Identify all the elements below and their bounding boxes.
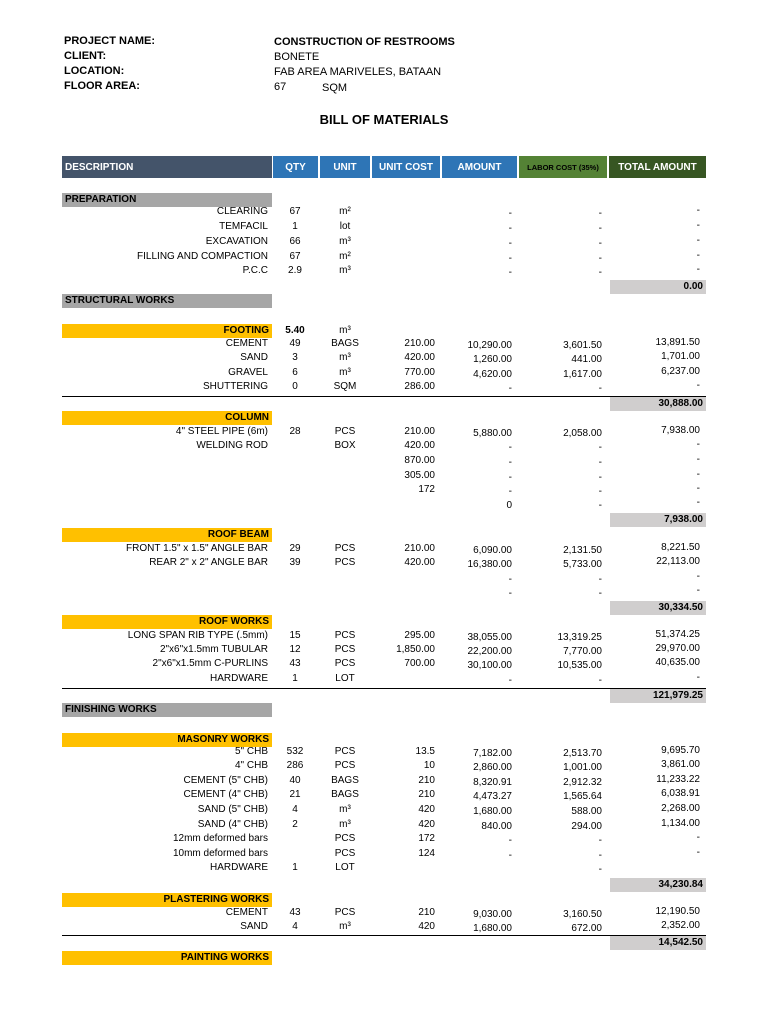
cell-unit-cost: 13.5 [415,746,435,757]
cell-unit-cost: 870.00 [404,455,435,466]
cell-labor-cost: - [598,850,602,861]
cell-total-amount: 7,938.00 [661,425,700,436]
cell-labor-cost: 10,535.00 [557,660,602,671]
cell-unit: PCS [334,746,356,757]
cell-qty: 286 [286,760,304,771]
cell-labor-cost: - [598,457,602,468]
cell-total-amount: - [696,469,700,480]
cell-labor-cost: - [598,208,602,219]
group-roof-works: ROOF WORKS [62,615,272,629]
cell-unit-cost: 286.00 [404,381,435,392]
cell-labor-cost: - [598,835,602,846]
cell-total-amount: - [696,672,700,683]
location-label: LOCATION: [64,65,125,77]
cell-labor-cost: - [598,223,602,234]
cell-amount: 5,880.00 [473,428,512,439]
cell-total-amount: 11,233.22 [656,774,700,785]
cell-amount: 0 [506,500,512,511]
cell-total-amount: - [696,483,700,494]
cell-total-amount: - [696,235,700,246]
cell-unit-cost: 210 [418,775,435,786]
cell-amount: 6,090.00 [473,545,512,556]
cell-unit-cost: 172 [418,484,435,495]
cell-labor-cost: 7,770.00 [563,646,602,657]
cell-description: GRAVEL [228,367,268,378]
cell-labor-cost: 1,617.00 [563,369,602,380]
document-title: BILL OF MATERIALS [319,112,449,127]
cell-qty: 2.9 [288,265,302,276]
client-value: BONETE [274,51,320,63]
cell-qty: 49 [289,338,301,349]
cell-qty: 0 [292,381,298,392]
cell-qty: 15 [289,630,301,641]
cell-qty: 1 [292,673,298,684]
cell-description: WELDING ROD [196,440,268,451]
cell-total-amount: 29,970.00 [655,643,700,654]
cell-labor-cost: 3,160.50 [563,909,602,920]
cell-labor-cost: 2,912.32 [563,777,602,788]
column-header-unit-cost: UNIT COST [372,156,440,178]
column-header-description: DESCRIPTION [62,156,272,178]
cell-qty: 67 [289,206,301,217]
cell-qty: 39 [289,557,301,568]
cell-description: CEMENT [225,907,268,918]
floor-area-unit: SQM [322,82,348,94]
cell-total-amount: 1,134.00 [661,818,700,829]
cell-labor-cost: - [598,588,602,599]
cell-description: SAND [240,921,268,932]
cell-unit: m³ [339,921,351,932]
cell-description: 4" STEEL PIPE (6m) [175,426,268,437]
cell-description: 10mm deformed bars [172,848,268,859]
cell-labor-cost: - [598,472,602,483]
cell-unit-cost: 210.00 [404,338,435,349]
cell-total-amount: 2,352.00 [661,920,700,931]
cell-amount: 840.00 [481,821,512,832]
column-header-qty: QTY [273,156,318,178]
footing-qty: 5.40 [285,325,305,336]
cell-description: CEMENT (4" CHB) [183,789,268,800]
cell-labor-cost: - [598,675,602,686]
subtotal-column: 7,938.00 [610,513,706,527]
column-header-amount: AMOUNT [442,156,517,178]
cell-qty: 4 [292,804,298,815]
cell-unit: BAGS [331,338,359,349]
cell-description: FRONT 1.5" x 1.5" ANGLE BAR [126,543,268,554]
cell-amount: 8,320.91 [473,777,512,788]
footing-unit: m³ [339,325,351,336]
cell-unit: m³ [339,819,351,830]
cell-total-amount: 13,891.50 [655,337,700,348]
floor-area-label: FLOOR AREA: [64,80,140,92]
cell-amount: 7,182.00 [473,748,512,759]
cell-labor-cost: 5,733.00 [563,559,602,570]
cell-amount: 38,055.00 [467,632,512,643]
cell-qty: 21 [289,789,301,800]
cell-labor-cost: 2,131.50 [563,545,602,556]
group-roof-beam: ROOF BEAM [62,528,272,542]
cell-labor-cost: 13,319.25 [557,632,602,643]
cell-description: 12mm deformed bars [172,833,268,844]
cell-amount: 1,680.00 [473,923,512,934]
cell-unit: PCS [334,644,356,655]
cell-description: EXCAVATION [205,236,268,247]
cell-total-amount: - [696,847,700,858]
cell-qty: 6 [292,367,298,378]
cell-amount: 10,290.00 [467,340,512,351]
cell-total-amount: - [696,250,700,261]
cell-total-amount: - [696,571,700,582]
floor-area-value: 67 [274,81,287,93]
cell-description: LONG SPAN RIB TYPE (.5mm) [127,630,268,641]
subtotal-footing: 30,888.00 [610,397,706,411]
cell-amount: 2,860.00 [473,762,512,773]
cell-unit: lot [339,221,351,232]
cell-description: SAND (4" CHB) [197,819,268,830]
cell-unit-cost: 210.00 [404,543,435,554]
cell-total-amount: - [696,380,700,391]
cell-unit: PCS [334,907,356,918]
cell-unit-cost: 420 [418,819,435,830]
cell-description: 5" CHB [234,746,268,757]
cell-qty: 2 [292,819,298,830]
cell-unit-cost: 10 [423,760,435,771]
cell-labor-cost: 2,058.00 [563,428,602,439]
cell-labor-cost: - [598,442,602,453]
cell-description: 2"x6"x1.5mm C-PURLINS [152,658,268,669]
cell-total-amount: - [696,220,700,231]
cell-qty: 12 [289,644,301,655]
cell-labor-cost: 672.00 [571,923,602,934]
cell-total-amount: 6,038.91 [661,788,700,799]
subtotal-roof-beam: 30,334.50 [610,601,706,615]
cell-unit: m³ [339,352,351,363]
cell-unit-cost: 210 [418,907,435,918]
group-column: COLUMN [62,411,272,425]
cell-unit: PCS [334,543,356,554]
cell-amount: - [508,383,512,394]
cell-labor-cost: - [598,500,602,511]
cell-description: SAND (5" CHB) [197,804,268,815]
cell-amount: 16,380.00 [467,559,512,570]
cell-labor-cost: 2,513.70 [563,748,602,759]
cell-description: SHUTTERING [203,381,268,392]
cell-amount: 4,620.00 [473,369,512,380]
cell-labor-cost: - [598,383,602,394]
client-label: CLIENT: [64,50,107,62]
project-name-value: CONSTRUCTION OF RESTROOMS [274,36,455,48]
subtotal-roof-works: 121,979.25 [610,689,706,703]
subtotal-preparation: 0.00 [610,280,706,294]
cell-description: SAND [240,352,268,363]
cell-unit-cost: 420 [418,804,435,815]
cell-amount: - [508,850,512,861]
cell-qty: 1 [292,862,298,873]
cell-description: HARDWARE [210,862,268,873]
cell-total-amount: 12,190.50 [655,906,700,917]
cell-total-amount: - [696,264,700,275]
cell-total-amount: - [696,585,700,596]
cell-amount: - [508,835,512,846]
cell-labor-cost: 1,565.64 [563,791,602,802]
column-header-total-amount: TOTAL AMOUNT [609,156,706,178]
cell-amount: - [508,457,512,468]
cell-qty: 43 [289,907,301,918]
cell-qty: 66 [289,236,301,247]
cell-unit: m³ [339,236,351,247]
cell-unit: BOX [334,440,356,451]
project-name-label: PROJECT NAME: [64,35,156,47]
cell-unit: LOT [335,673,355,684]
cell-amount: - [508,267,512,278]
cell-labor-cost: - [598,574,602,585]
cell-unit-cost: 420.00 [404,352,435,363]
cell-labor-cost: - [598,864,602,875]
cell-amount: 30,100.00 [467,660,512,671]
cell-total-amount: - [696,454,700,465]
cell-unit-cost: 295.00 [404,630,435,641]
cell-unit: m³ [339,265,351,276]
cell-qty: 4 [292,921,298,932]
cell-unit: PCS [334,557,356,568]
cell-description: CEMENT [225,338,268,349]
cell-total-amount: - [696,497,700,508]
cell-amount: 22,200.00 [467,646,512,657]
cell-unit-cost: 210 [418,789,435,800]
cell-total-amount: 3,861.00 [661,759,700,770]
cell-amount: 1,260.00 [473,354,512,365]
cell-amount: 4,473.27 [473,791,512,802]
cell-unit: PCS [334,833,356,844]
cell-unit: m³ [339,367,351,378]
cell-qty: 532 [286,746,304,757]
cell-unit: PCS [334,848,356,859]
group-masonry-works: MASONRY WORKS [62,733,272,747]
location-value: FAB AREA MARIVELES, BATAAN [274,66,442,78]
cell-qty: 67 [289,251,301,262]
cell-amount: - [508,223,512,234]
cell-labor-cost: 294.00 [571,821,602,832]
cell-description: FILLING AND COMPACTION [137,251,268,262]
cell-amount: - [508,208,512,219]
cell-description: CEMENT (5" CHB) [183,775,268,786]
cell-amount: - [508,675,512,686]
cell-labor-cost: 3,601.50 [563,340,602,351]
cell-qty: 3 [292,352,298,363]
section-preparation: PREPARATION [62,193,272,207]
cell-amount: - [508,253,512,264]
section-finishing-works: FINISHING WORKS [62,703,272,717]
cell-total-amount: - [696,439,700,450]
cell-labor-cost: - [598,253,602,264]
cell-description: TEMFACIL [219,221,268,232]
cell-description: REAR 2" x 2" ANGLE BAR [149,557,268,568]
section-structural-works: STRUCTURAL WORKS [62,294,272,308]
group-footing: FOOTING [62,324,272,338]
cell-labor-cost: 441.00 [571,354,602,365]
cell-unit: PCS [334,426,356,437]
cell-total-amount: - [696,832,700,843]
cell-total-amount: 1,701.00 [661,351,700,362]
cell-unit: BAGS [331,775,359,786]
cell-unit: m² [339,251,351,262]
cell-total-amount: 2,268.00 [661,803,700,814]
cell-amount: - [508,442,512,453]
cell-unit: BAGS [331,789,359,800]
cell-unit: SQM [333,381,357,392]
cell-qty: 1 [292,221,298,232]
cell-total-amount: 51,374.25 [655,629,700,640]
cell-description: 4" CHB [234,760,268,771]
cell-unit-cost: 420.00 [404,557,435,568]
cell-unit: PCS [334,658,356,669]
cell-unit-cost: 420 [418,921,435,932]
cell-qty: 29 [289,543,301,554]
cell-unit-cost: 305.00 [404,470,435,481]
cell-unit: PCS [334,630,356,641]
cell-description: HARDWARE [210,673,268,684]
cell-qty: 43 [289,658,301,669]
cell-total-amount: 8,221.50 [661,542,700,553]
cell-amount: - [508,238,512,249]
cell-unit-cost: 124 [418,848,435,859]
cell-total-amount: 22,113.00 [656,556,700,567]
subtotal-plastering-works: 14,542.50 [610,936,706,950]
cell-unit-cost: 210.00 [404,426,435,437]
cell-amount: - [508,486,512,497]
cell-description: CLEARING [216,206,268,217]
cell-unit: LOT [335,862,355,873]
cell-unit-cost: 420.00 [404,440,435,451]
column-header-unit: UNIT [320,156,370,178]
cell-unit-cost: 1,850.00 [396,644,435,655]
cell-unit-cost: 700.00 [404,658,435,669]
cell-total-amount: 40,635.00 [655,657,700,668]
column-header-labor-cost: LABOR COST (35%) [519,156,607,178]
cell-labor-cost: - [598,486,602,497]
cell-total-amount: - [696,205,700,216]
cell-amount: 9,030.00 [473,909,512,920]
cell-labor-cost: - [598,267,602,278]
cell-unit: PCS [334,760,356,771]
cell-unit-cost: 770.00 [404,367,435,378]
cell-amount: - [508,588,512,599]
cell-amount: - [508,472,512,483]
cell-amount: - [508,574,512,585]
group-plastering-works: PLASTERING WORKS [62,893,272,907]
cell-amount: 1,680.00 [473,806,512,817]
cell-total-amount: 9,695.70 [661,745,700,756]
cell-unit-cost: 172 [418,833,435,844]
cell-unit: m³ [339,804,351,815]
cell-qty: 40 [289,775,301,786]
cell-labor-cost: - [598,238,602,249]
group-painting-works: PAINTING WORKS [62,951,272,965]
cell-unit: m² [339,206,351,217]
cell-description: 2"x6"x1.5mm TUBULAR [159,644,268,655]
cell-labor-cost: 1,001.00 [563,762,602,773]
cell-description: P.C.C [242,265,268,276]
cell-qty: 28 [289,426,301,437]
cell-labor-cost: 588.00 [571,806,602,817]
subtotal-masonry-works: 34,230.84 [610,878,706,892]
cell-total-amount: 6,237.00 [661,366,700,377]
